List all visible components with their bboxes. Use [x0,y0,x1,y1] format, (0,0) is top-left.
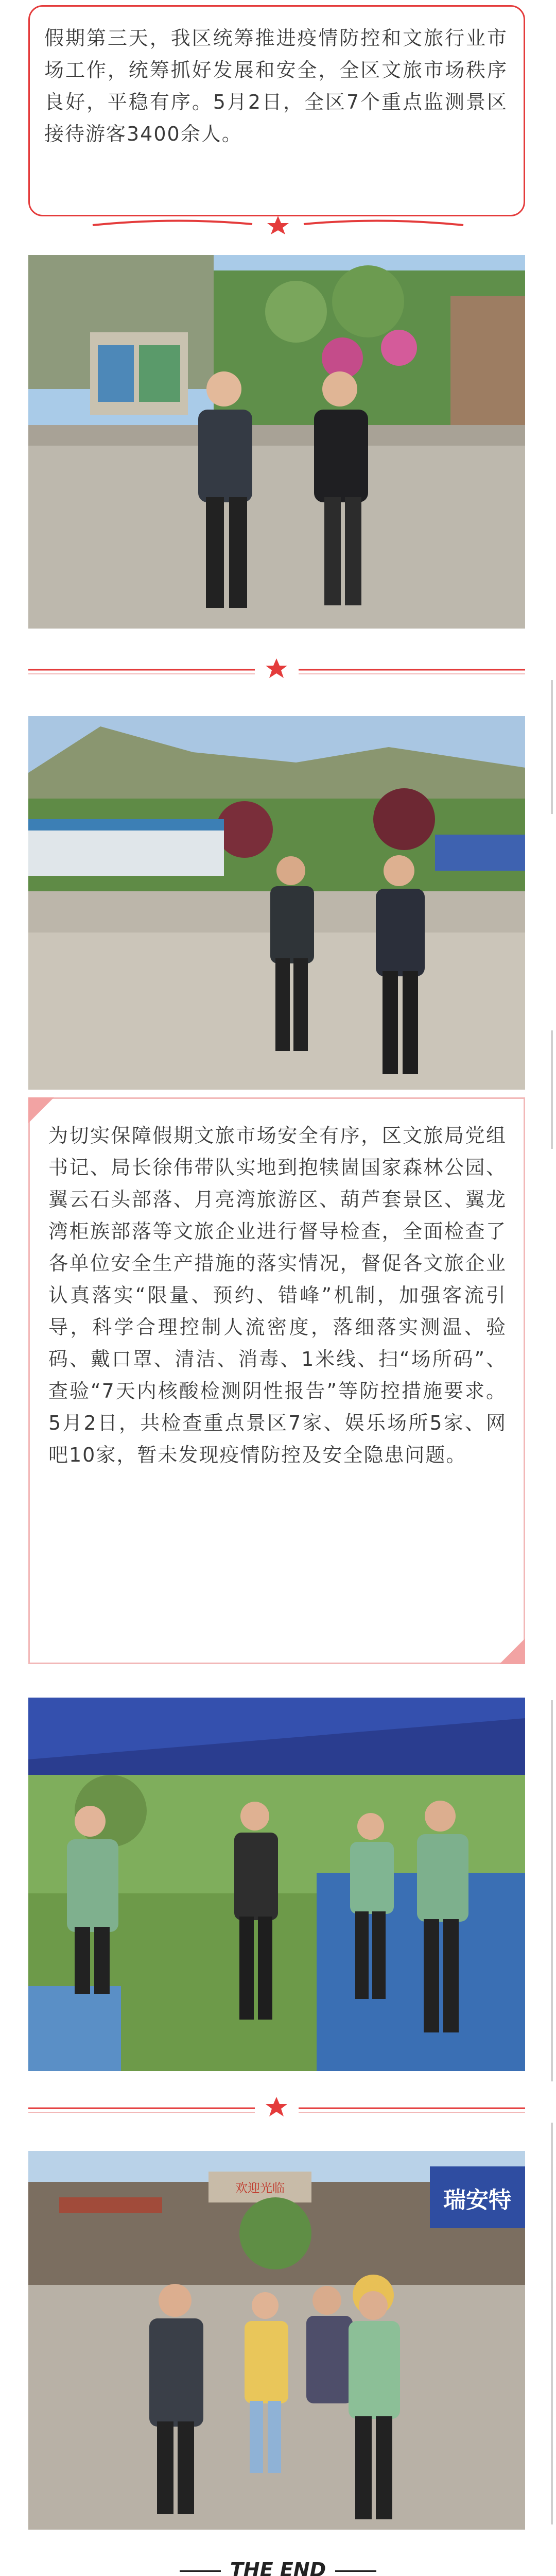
end-line-right [335,2570,376,2572]
inspection-text: 为切实保障假期文旅市场安全有序，区文旅局党组书记、局长徐伟带队实地到抱犊崮国家森林公园、翼云石头部落、月亮湾旅游区、葫芦套景区、翼龙湾柜族部落等文旅企业进行督导检查，全面检查了各单位安全生产措施的落实情况，督促各文旅企业认真落实“限量、预约、错峰”机制，加强客流引导，科学合理控制人流密度，落细落实测温、验码、戴口罩、清洁、消毒、1米线、扫“场所码”、查验“7天内核酸检测阴性报告”等防控措施要求。5月2日，共检查重点景区7家、娱乐场所5家、网吧10家，暂未发现疫情防控及安全隐患问题。 [48,1124,507,1466]
the-end-text: THE END [230,2558,326,2576]
side-line [551,680,553,814]
side-line [551,1700,553,2081]
photo-inspection-1 [28,255,525,629]
end-line-left [180,2570,221,2572]
corner-ornament [494,1633,525,1664]
sign-text: 欢迎光临 [235,2181,285,2195]
star-icon [266,2097,287,2116]
intro-text: 假期第三天，我区统筹推进疫情防控和文旅行业市场工作，统筹抓好发展和安全，全区文旅市场秩序良好，平稳有序。5月2日，全区7个重点监测景区接待游客3400余人。 [44,27,508,145]
section-divider [28,2093,525,2124]
intro-box [28,5,525,216]
star-icon [266,658,287,678]
inspection-box [28,1097,525,1664]
section-divider [28,654,525,685]
photo-inspection-4 [28,2151,525,2530]
side-line [551,1030,553,1149]
photo-inspection-2 [28,716,525,1090]
star-icon [267,216,289,234]
side-line [551,2123,553,2524]
the-end-label [0,2558,556,2576]
tent-text: 瑞安特 [443,2188,511,2213]
intro-ornament [82,214,474,234]
photo-inspection-3 [28,1698,525,2071]
